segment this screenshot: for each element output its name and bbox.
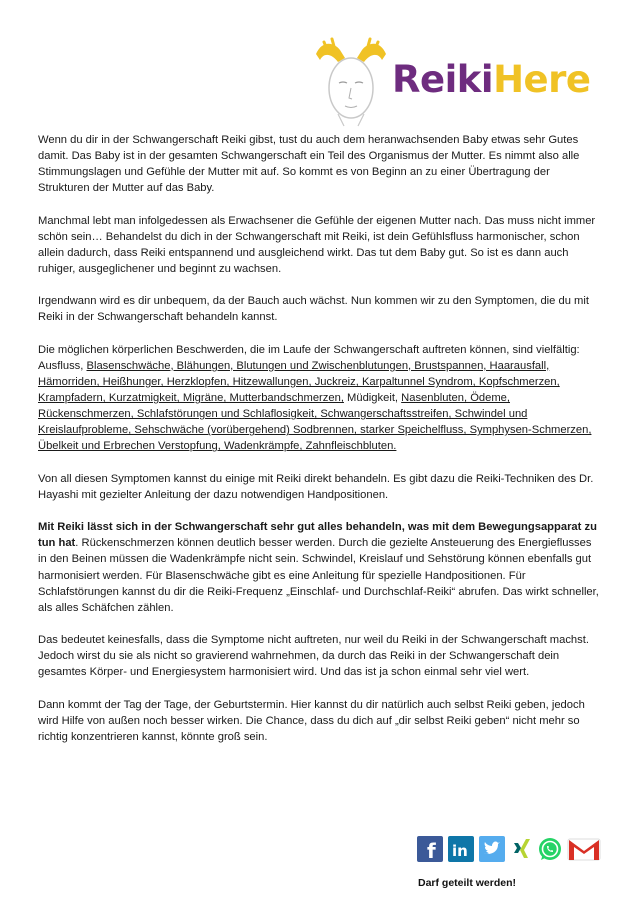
paragraph-8: Dann kommt der Tag der Tage, der Geburtstermin. Hier kannst du dir natürlich auch selbst Reiki geben, jedoch wird Hilfe von außen noch besser wirken. Die Chance, dass du dich auf „dir selbst Reiki geben“ nicht mehr so richtig konzentrieren kannst, könnte groß sein. — [38, 698, 585, 743]
paragraph-6 — [38, 519, 602, 616]
paragraph-3: Irgendwann wird es dir unbequem, da der Bauch auch wächst. Nun kommen wir zu den Symptomen, die du mit Reiki in der Schwangerschaft behandeln kannst. — [38, 295, 589, 324]
paragraph-2: Manchmal lebt man infolgedessen als Erwachsener die Gefühle der eigenen Mutter nach. Das muss nicht immer schön sein… Behandelst du dich in der Schwangerschaft mit Reiki, ist dein Gefühlsfluss harmonischer, schon allein dadurch, dass Reiki entspannend und ausgleichend wirkt. Das tut dem Baby gut. So ist es dann auch ruhiger, ausgeglichener und beginnt zu wachsen. — [38, 214, 596, 275]
svg-text:f: f — [427, 839, 436, 862]
paragraph-1: Wenn du dir in der Schwangerschaft Reiki gibst, tust du auch dem heranwachsenden Baby etwas sehr Gutes damit. Das Baby ist in der gesamten Schwangerschaft ein Teil des Organismus der Mutter. Es nimmt also alle Stimmungslagen und Gefühle der Mutter mit auf. So kommt es von Beginn an zu einer Übertragung der Strukturen der Mutter auf das Baby. — [38, 134, 580, 195]
svg-text:in: in — [452, 842, 468, 860]
paragraph-4 — [38, 342, 602, 455]
paragraph-4-intro: Die möglichen körperlichen Beschwerden, die im Laufe der Schwangerschaft auftreten können, sind vielfältig: Ausfluss, — [38, 343, 580, 372]
gmail-icon[interactable] — [567, 836, 601, 862]
face-hands-icon — [308, 36, 394, 128]
share-bar — [417, 836, 607, 866]
linkedin-icon[interactable] — [448, 836, 474, 862]
paragraph-5: Von all diesen Symptomen kannst du einige mit Reiki direkt behandeln. Es gibt dazu die Reiki-Techniken des Dr. Hayashi mit gezielter Anleitung der dazu notwendigen Handpositionen. — [38, 472, 594, 501]
facebook-icon[interactable] — [417, 836, 443, 862]
paragraph-6-bold: Mit Reiki lässt sich in der Schwangerschaft sehr gut alles behandeln, was mit dem Bewegungsapparat zu tun hat — [38, 521, 597, 550]
reikihere-logo — [300, 36, 591, 128]
whatsapp-icon[interactable] — [537, 836, 563, 862]
symptom-links-1[interactable]: Blasenschwäche, Blähungen, Blutungen und Zwischenblutungen, Brustspannen, Haarausfall, Hämorriden, Heißhunger, Herzklopfen, Hitzewallungen, Juckreiz, Karpaltunnel Syndrom, Kopfschmerzen, Krampfadern, Kurzatmigkeit, Migräne, Mutterbandschmerzen, — [38, 359, 560, 405]
paragraph-7: Das bedeutet keinesfalls, dass die Symptome nicht auftreten, nur weil du Reiki in der Schwangerschaft machst. Jedoch wirst du sie als nicht so gravierend wahrnehmen, da durch das Reiki in der Schwangerschaft dein gesamtes Körper- und Energiesystem harmonisiert wird. Und das ist ja schon einmal sehr viel wert. — [38, 634, 589, 679]
twitter-icon[interactable] — [479, 836, 505, 862]
logo-wordmark: ReikiHere — [392, 58, 591, 101]
paragraph-6-rest: . Rückenschmerzen können deutlich besser werden. Durch die gezielte Ansteuerung des Energieflusses in den Beinen müssen die Wadenkrämpfe nicht sein. Schwindel, Kreislauf und Sehstörung können ebenfalls gut harmonisiert werden. Für Blasenschwäche gibt es eine Anleitung für spezielle Handpositionen. Für Schlafstörungen kannst du dir die Reiki-Frequenz „Einschlaf- und Durchschlaf-Reiki“ abrufen. Das wirkt schneller, als alles Schäfchen zählen. — [38, 537, 599, 614]
share-label: Darf geteilt werden! — [418, 877, 517, 889]
article-body — [38, 132, 602, 761]
xing-icon[interactable] — [510, 836, 536, 862]
paragraph-4-mid: Müdigkeit, — [343, 392, 402, 405]
symptom-links-2[interactable]: Nasenbluten, Ödeme, Rückenschmerzen, Schlafstörungen und Schlaflosigkeit, Schwangerschaftsstreifen, Schwindel und Kreislaufprobleme, Sehschwäche (vorübergehend) Sodbrennen, starker Speichelfluss, Symphysen-Schmerzen, Übelkeit und Erbrechen Verstopfung, Wadenkrämpfe, Zahnfleischbluten. — [38, 392, 592, 453]
